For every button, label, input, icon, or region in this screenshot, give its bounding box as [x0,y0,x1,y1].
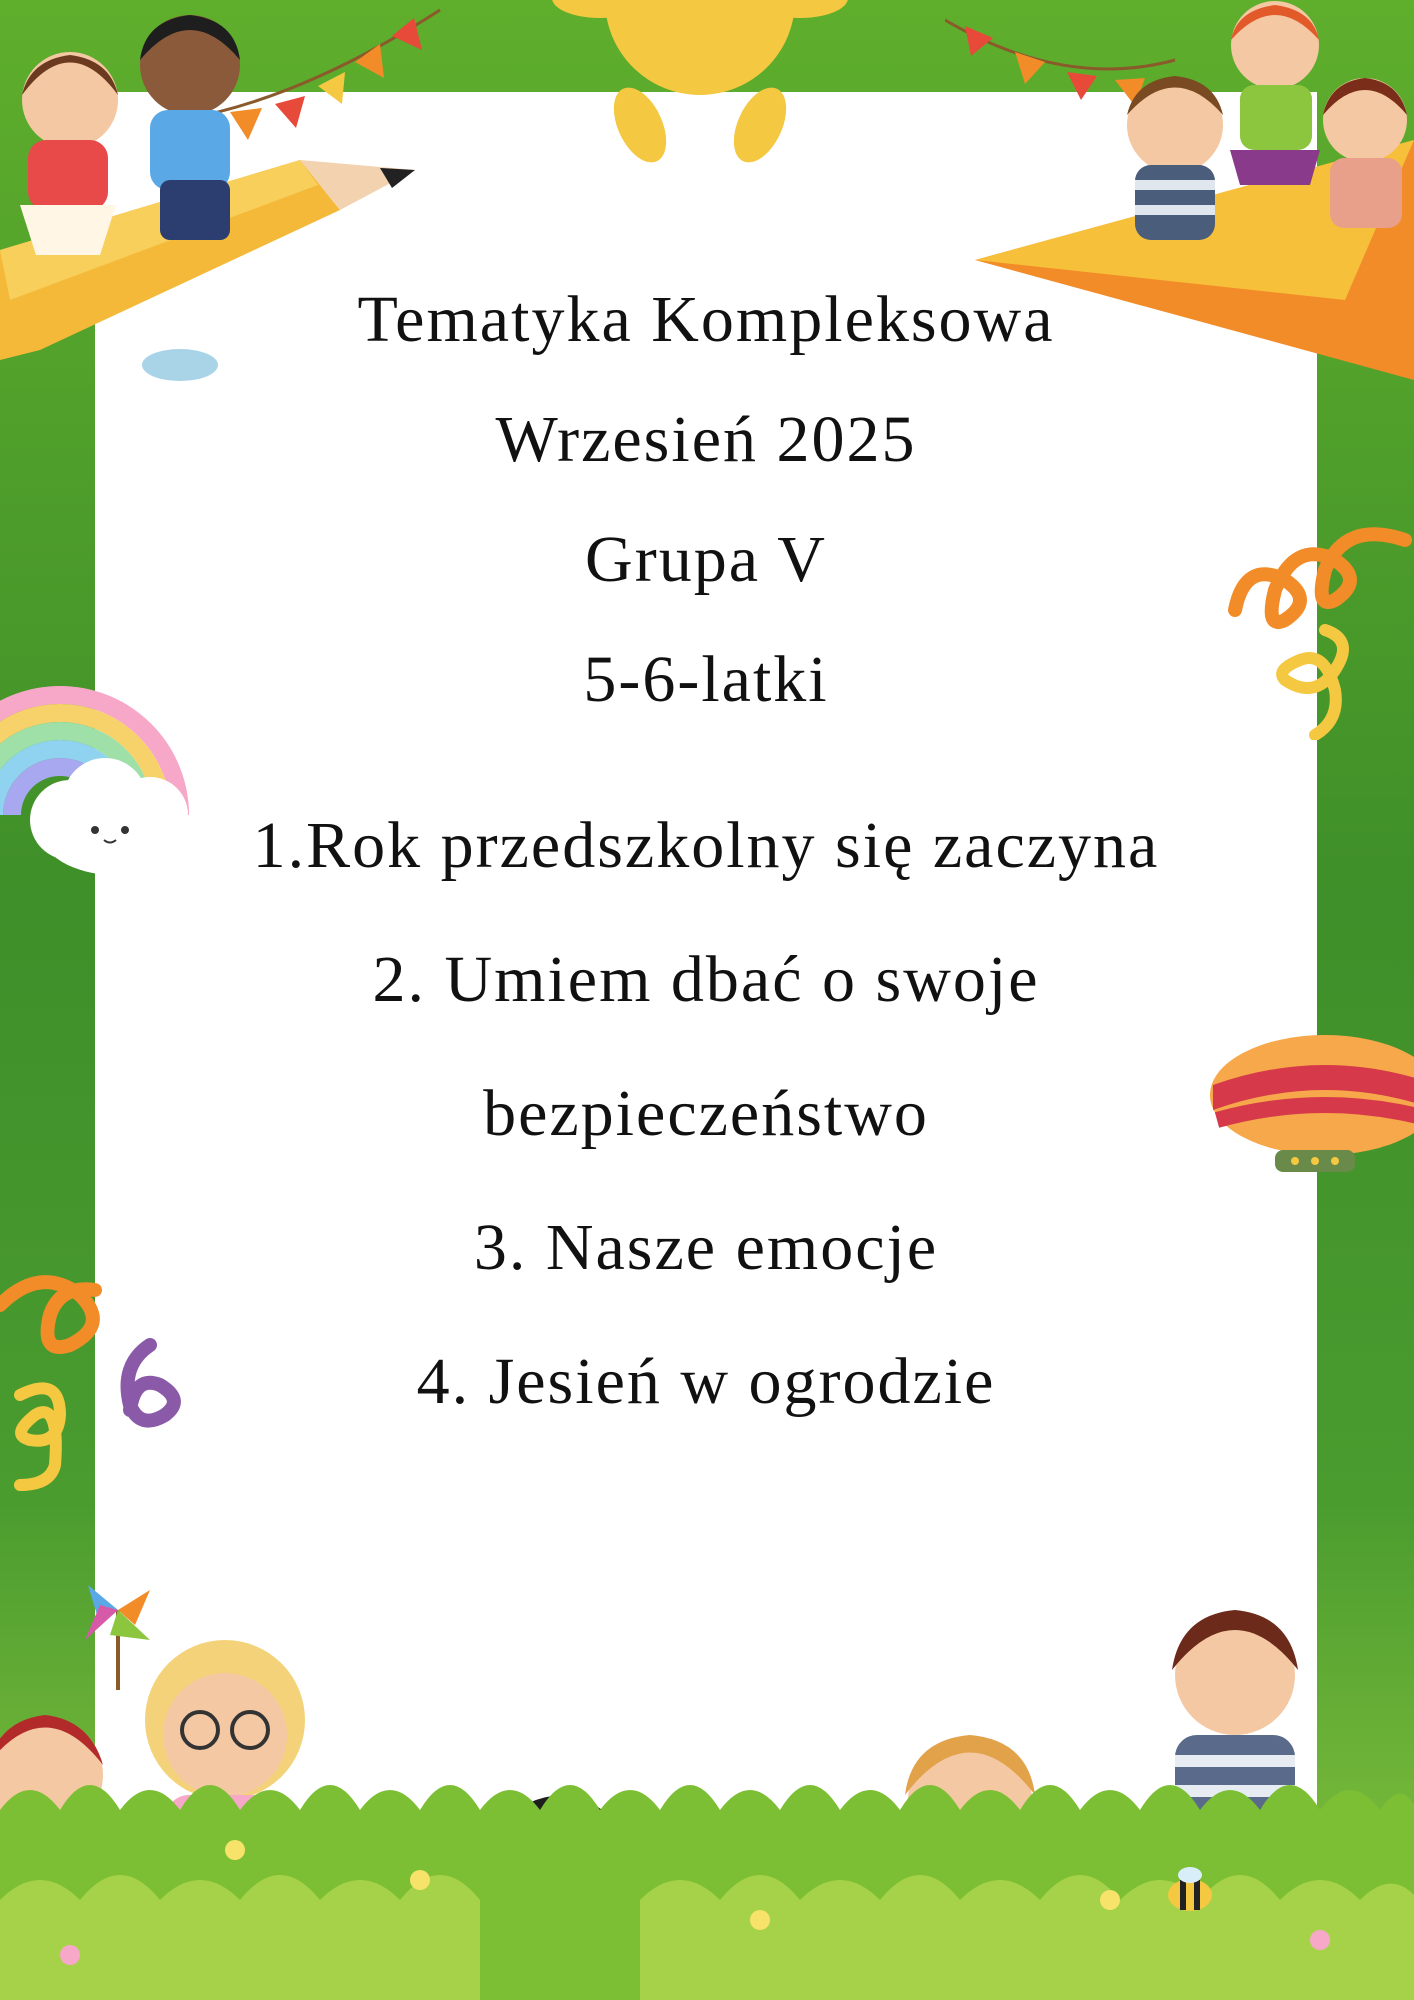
topic-item: 2. Umiem dbać o swoje [372,943,1040,1016]
month-year: Wrzesień 2025 [495,403,917,476]
content-text [95,0,1317,1500]
topic-item: 4. Jesień w ogrodzie [416,1345,996,1418]
group-name: Grupa V [585,523,827,596]
kids-in-grass-illustration [0,1570,1414,2000]
topic-item: 3. Nasze emocje [473,1211,939,1284]
age-group: 5-6-latki [583,643,829,716]
poster-title: Tematyka Kompleksowa [357,283,1055,356]
topic-item: 1.Rok przedszkolny się zaczyna [252,809,1160,882]
topic-item-continuation: bezpieczeństwo [483,1077,929,1150]
